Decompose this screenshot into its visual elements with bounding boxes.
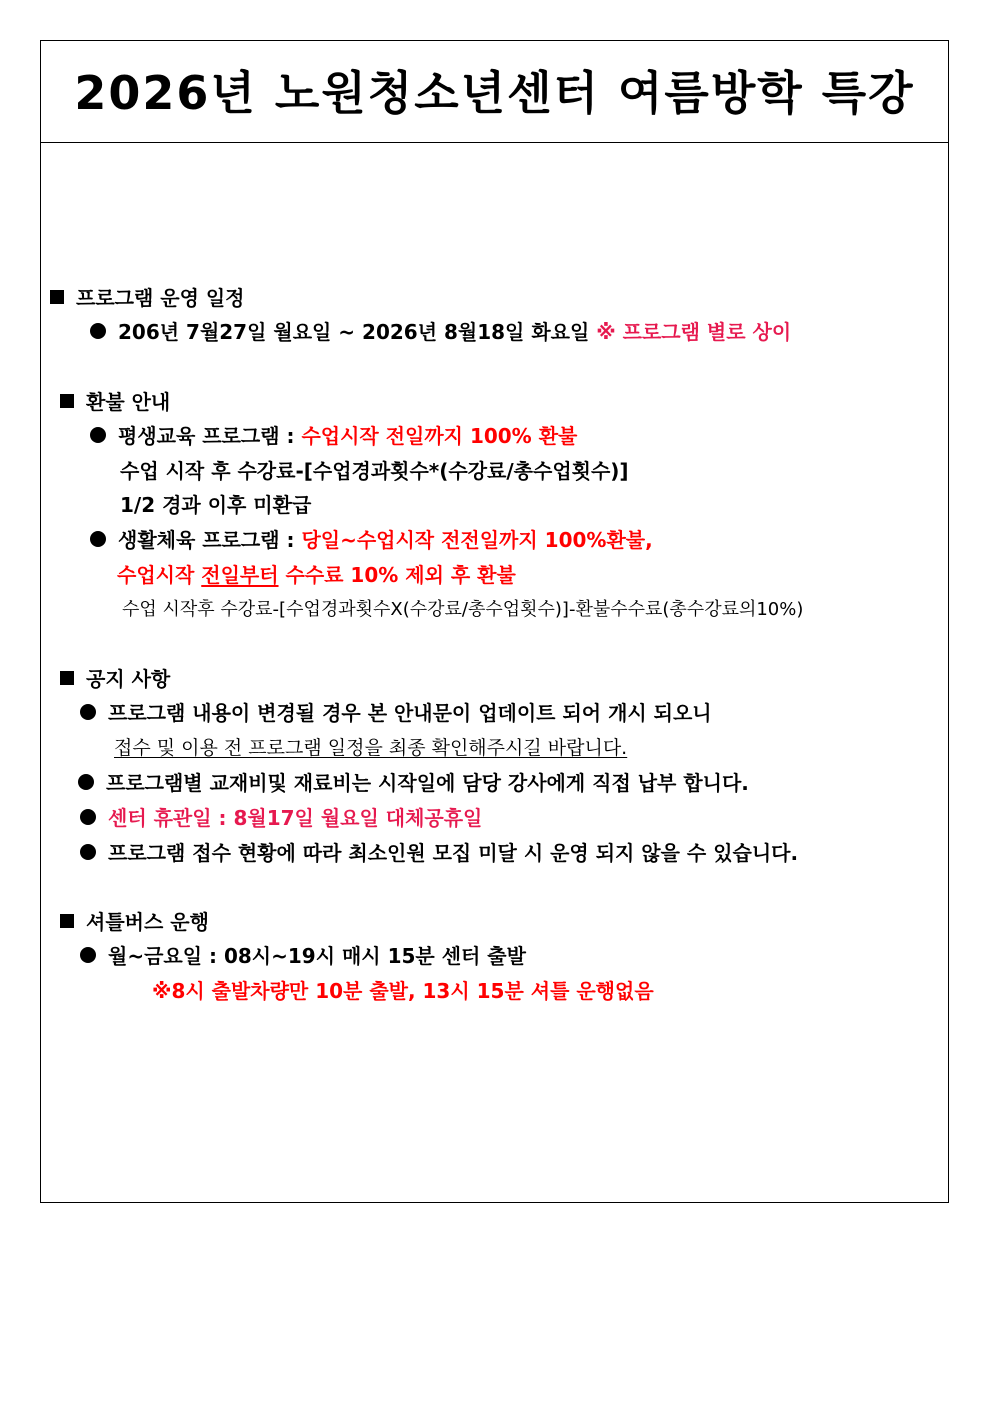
lifelong-limit: 1/2 경과 이후 미환급 — [120, 493, 312, 517]
page-title: 2026년 노원청소년센터 여름방학 특강 — [74, 66, 915, 120]
shuttle-schedule: 월~금요일 : 08시~19시 매시 15분 센터 출발 — [80, 943, 526, 969]
circle-bullet-icon — [90, 427, 106, 443]
notice-item-4: 프로그램 접수 현황에 따라 최소인원 모집 미달 시 운영 되지 않을 수 있습니다. — [80, 840, 798, 866]
refund-sports-line — [90, 527, 653, 553]
notice-item-1-sub: 접수 및 이용 전 프로그램 일정을 최종 확인해주시길 바랍니다. — [114, 737, 628, 759]
sports-label: 생활체육 프로그램 : — [118, 528, 302, 552]
notice-item-2: 프로그램별 교재비및 재료비는 시작일에 담당 강사에게 직접 납부 합니다. — [78, 770, 749, 796]
square-bullet-icon — [60, 394, 74, 408]
square-bullet-icon — [60, 671, 74, 685]
circle-bullet-icon — [80, 704, 96, 720]
lifelong-label: 평생교육 프로그램 : — [118, 424, 302, 448]
refund-lifelong-line — [90, 423, 577, 449]
notice-item-1: 프로그램 내용이 변경될 경우 본 안내문이 업데이트 되어 개시 되오니 — [80, 700, 712, 726]
refund-heading: 환불 안내 — [60, 389, 170, 415]
square-bullet-icon — [50, 290, 64, 304]
schedule-dates-line — [90, 319, 791, 345]
sports-policy: 당일~수업시작 전전일까지 100%환불, — [301, 528, 653, 552]
sports-policy-underlined: 전일부터 — [201, 563, 279, 587]
square-bullet-icon — [60, 914, 74, 928]
sports-formula: 수업 시작후 수강료-[수업경과횟수X(수강료/총수업횟수)]-환불수수료(총수강료의10%) — [122, 599, 804, 620]
lifelong-formula: 수업 시작 후 수강료-[수업경과횟수*(수강료/총수업횟수)] — [120, 459, 629, 483]
circle-bullet-icon — [80, 844, 96, 860]
schedule-note: ※ 프로그램 별로 상이 — [596, 320, 792, 344]
lifelong-policy: 수업시작 전일까지 100% 환불 — [301, 424, 578, 448]
notice-heading: 공지 사항 — [60, 666, 170, 692]
circle-bullet-icon — [80, 809, 96, 825]
shuttle-note: ※8시 출발차량만 10분 출발, 13시 15분 셔틀 운행없음 — [152, 979, 654, 1003]
circle-bullet-icon — [90, 323, 106, 339]
notice-item-3: 센터 휴관일 : 8월17일 월요일 대체공휴일 — [80, 805, 482, 831]
schedule-dates: 206년 7월27일 월요일 ~ 2026년 8월18일 화요일 — [118, 320, 590, 344]
circle-bullet-icon — [80, 947, 96, 963]
sports-policy-line2: 수업시작 전일부터 수수료 10% 제외 후 환불 — [117, 563, 516, 587]
schedule-heading: 프로그램 운영 일정 — [50, 285, 245, 311]
circle-bullet-icon — [90, 531, 106, 547]
shuttle-heading: 셔틀버스 운행 — [60, 909, 209, 935]
circle-bullet-icon — [78, 774, 94, 790]
title-box — [41, 41, 948, 143]
